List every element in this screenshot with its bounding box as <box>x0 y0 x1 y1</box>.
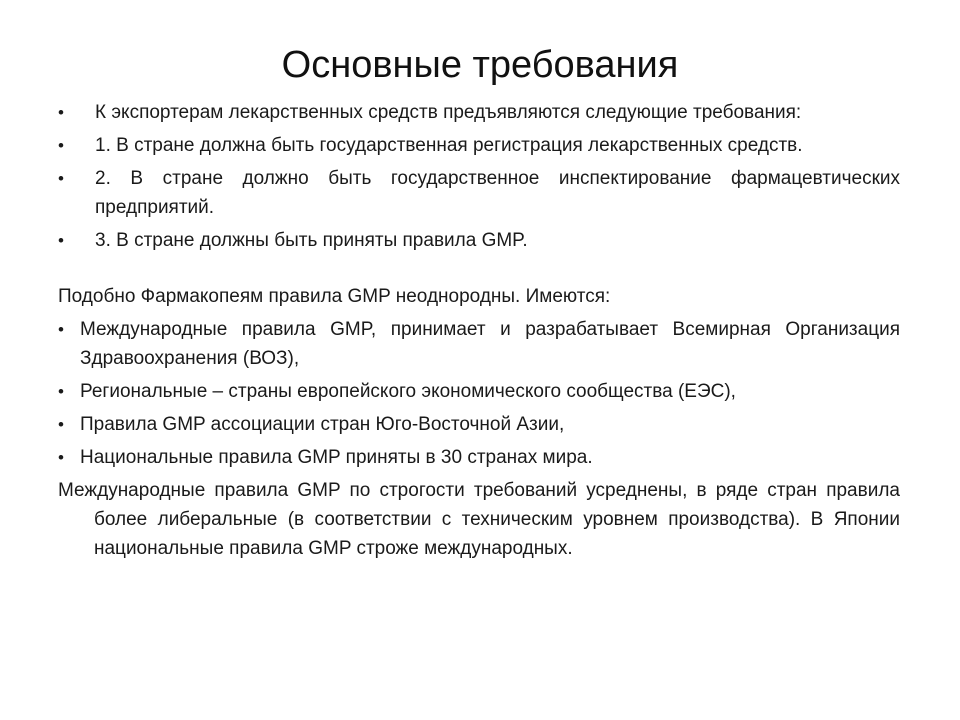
bullet-icon: • <box>58 382 64 401</box>
requirement-text: 3. В стране должны быть приняты правила GMP. <box>95 230 528 251</box>
bullet-icon: • <box>58 136 64 155</box>
bullet-icon: • <box>58 320 64 339</box>
gmp-type-text: Международные правила GMP, принимает и разрабатывает Всемирная Организация Здравоохранения (ВОЗ), <box>80 319 900 369</box>
gmp-type-item <box>58 410 900 439</box>
gmp-type-text: Национальные правила GMP приняты в 30 странах мира. <box>80 447 593 468</box>
bullet-icon: • <box>58 231 64 250</box>
requirement-item <box>58 131 900 160</box>
bullet-icon: • <box>58 415 64 434</box>
bullet-icon: • <box>58 103 64 122</box>
gmp-type-text: Правила GMP ассоциации стран Юго-Восточной Азии, <box>80 414 565 435</box>
requirement-item <box>58 226 900 255</box>
requirement-text: К экспортерам лекарственных средств предъявляются следующие требования: <box>95 102 802 123</box>
gmp-type-item <box>58 377 900 406</box>
bullet-icon: • <box>58 169 64 188</box>
gmp-type-item <box>58 315 900 373</box>
gmp-type-item <box>58 443 900 472</box>
gmp-conclusion-text: Международные правила GMP по строгости требований усреднены, в ряде стран правила более либеральные (в соответствии с техническим уровнем производства). В Японии национальные правила GMP строже международных. <box>58 480 900 559</box>
requirement-item <box>58 164 900 222</box>
requirement-text: 2. В стране должно быть государственное инспектирование фармацевтических предприятий. <box>95 168 900 218</box>
requirement-text: 1. В стране должна быть государственная регистрация лекарственных средств. <box>95 135 803 156</box>
requirement-item <box>58 98 900 127</box>
gmp-intro-text: Подобно Фармакопеям правила GMP неоднородны. Имеются: <box>58 286 611 307</box>
slide-content <box>58 98 900 563</box>
slide-title: Основные требования <box>281 44 679 86</box>
bullet-icon: • <box>58 448 64 467</box>
gmp-type-text: Региональные – страны европейского экономического сообщества (ЕЭС), <box>80 381 736 402</box>
